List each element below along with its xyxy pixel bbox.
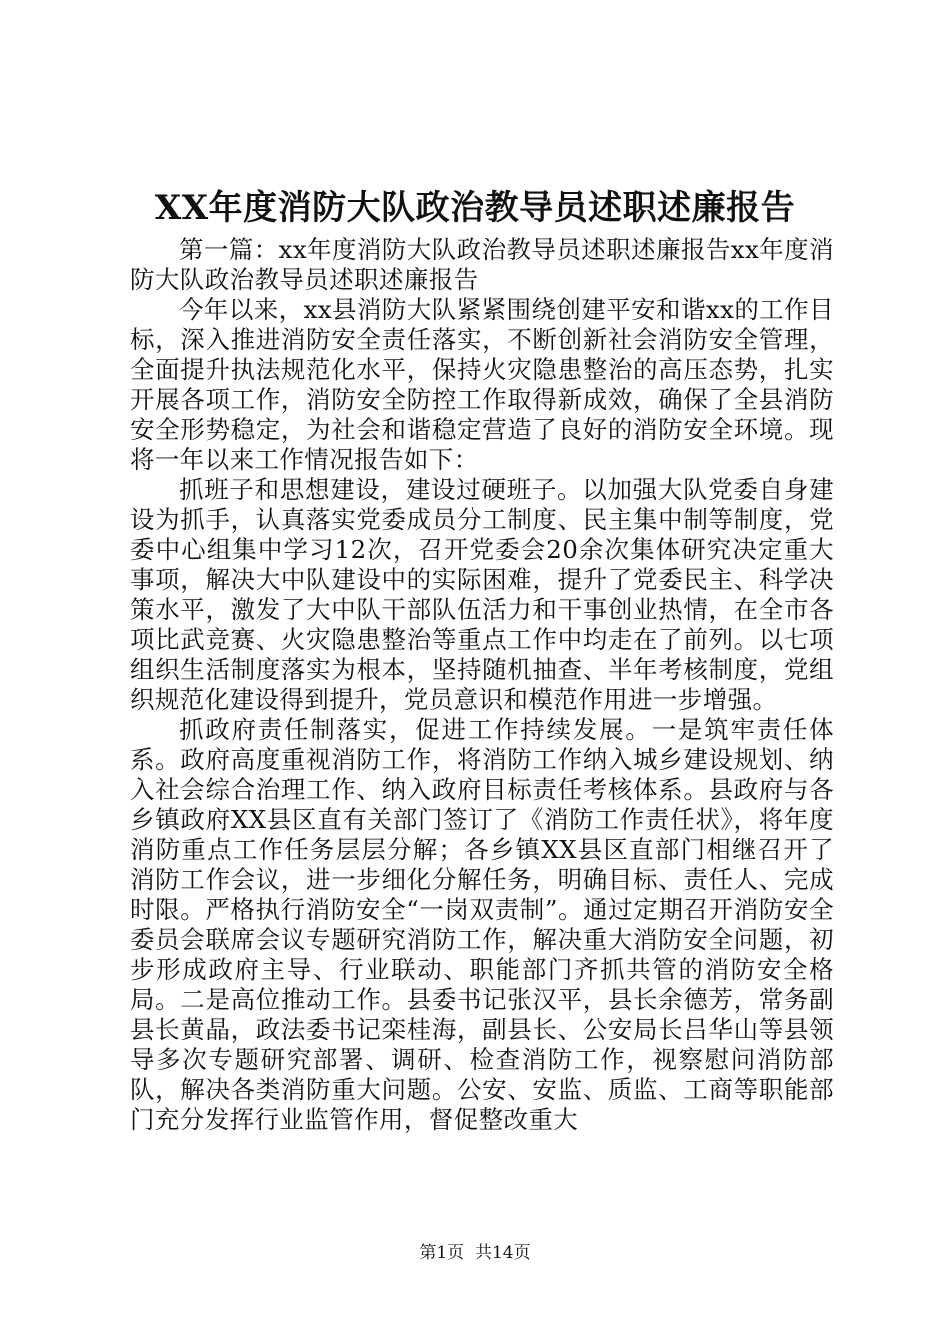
paragraph-team-building: 抓班子和思想建设，建设过硬班子。以加强大队党委自身建设为抓手，认真落实党委成员分工制度、民主集中制等制度，党委中心组集中学习12次，召开党委会20余次集体研究决定重大事项，解决大中队建设中的实际困难，提升了党委民主、科学决策水平，激发了大中队干部队伍活力和干事创业热情，在全市各项比武竞赛、火灾隐患整治等重点工作中均走在了前列。以七项组织生活制度落实为根本，坚持随机抽查、半年考核制度，党组织规范化建设得到提升，党员意识和模范作用进一步增强。 — [130, 475, 834, 714]
document-title: XX年度消防大队政治教导员述职述廉报告 — [154, 188, 796, 228]
paragraph-intro: 第一篇：xx年度消防大队政治教导员述职述廉报告xx年度消防大队政治教导员述职述廉报告 — [130, 235, 834, 294]
page-footer — [0, 1241, 950, 1265]
page-number-label: 第1页 共14页 — [419, 1243, 531, 1263]
paragraph-overview: 今年以来，xx县消防大队紧紧围绕创建平安和谐xx的工作目标，深入推进消防安全责任落实，不断创新社会消防安全管理，全面提升执法规范化水平，保持火灾隐患整治的高压态势，扎实开展各项工作，消防安全防控工作取得新成效，确保了全县消防安全形势稳定，为社会和谐稳定营造了良好的消防安全环境。现将一年以来工作情况报告如下： — [130, 295, 834, 474]
paragraph-responsibility: 抓政府责任制落实，促进工作持续发展。一是筑牢责任体系。政府高度重视消防工作，将消防工作纳入城乡建设规划、纳入社会综合治理工作、纳入政府目标责任考核体系。县政府与各乡镇政府XX县区直有关部门签订了《消防工作责任状》，将年度消防重点工作任务层层分解；各乡镇XX县区直部门相继召开了消防工作会议，进一步细化分解任务，明确目标、责任人、完成时限。严格执行消防安全“一岗双责制”。通过定期召开消防安全委员会联席会议专题研究消防工作，解决重大消防安全问题，初步形成政府主导、行业联动、职能部门齐抓共管的消防安全格局。二是高位推动工作。县委书记张汉平，县长余德芳，常务副县长黄晶，政法委书记栾桂海，副县长、公安局长吕华山等县领导多次专题研究部署、调研、检查消防工作，视察慰问消防部队，解决各类消防重大问题。公安、安监、质监、工商等职能部门充分发挥行业监管作用，督促整改重大 — [130, 715, 834, 1134]
document-body — [130, 235, 834, 1135]
